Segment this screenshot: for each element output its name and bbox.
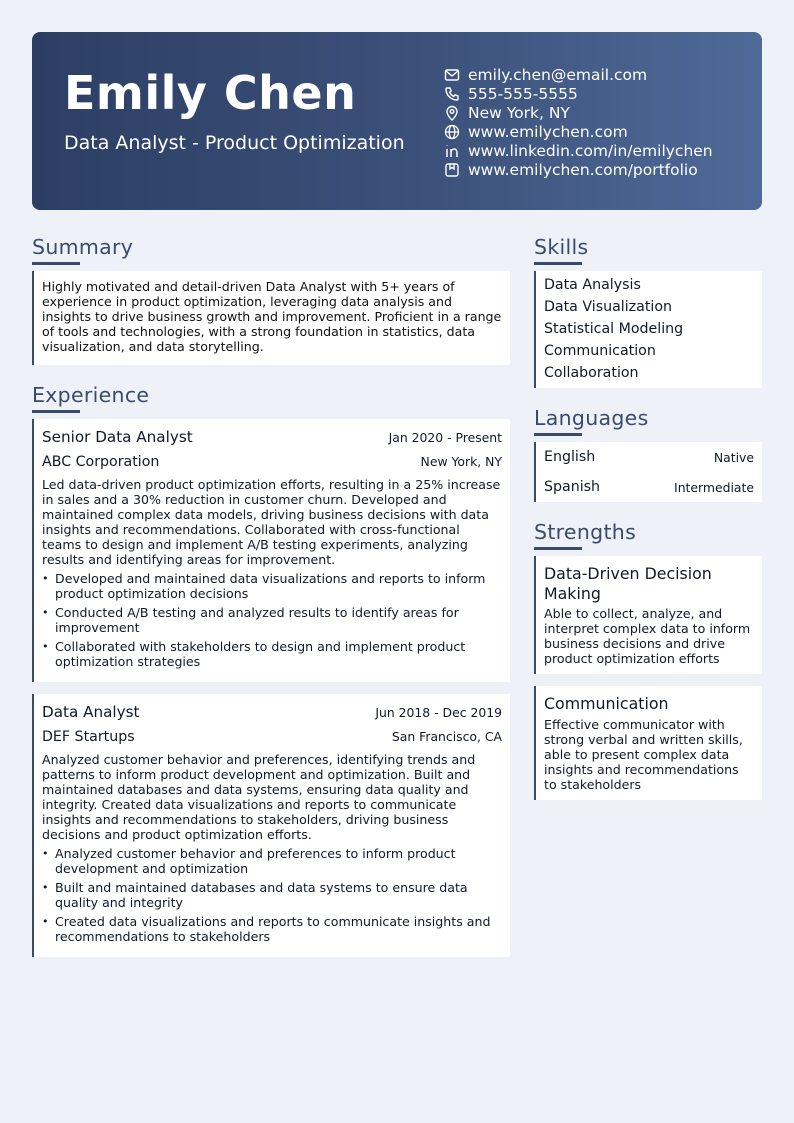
skill-item: Statistical Modeling — [544, 321, 684, 337]
job-bullets — [42, 846, 502, 944]
languages-card — [534, 442, 762, 502]
summary-text: Highly motivated and detail-driven Data Analyst with 5+ years of experience in product optimization, leveraging data analysis and insights to drive business growth and improvement. Proficient in a range of tools and technologies, with a strong foundation in statistics, data visualization, and data storytelling. — [42, 279, 502, 354]
skills-heading: Skills — [534, 235, 589, 259]
contact-portfolio-text[interactable]: www.emilychen.com/portfolio — [468, 160, 698, 179]
strengths-section — [534, 519, 762, 800]
contact-phone-text[interactable]: 555-555-5555 — [468, 84, 578, 103]
resume-header — [32, 32, 762, 210]
job-entry — [32, 694, 510, 957]
job-header — [42, 428, 502, 446]
job-date: Jun 2018 - Dec 2019 — [375, 705, 502, 720]
contact-location — [444, 103, 713, 122]
contact-linkedin[interactable] — [444, 141, 713, 160]
job-location: New York, NY — [420, 454, 502, 469]
list-item: • Developed and maintained data visualizations and reports to inform product optimization decisions — [55, 571, 502, 601]
skill-item: Data Analysis — [544, 277, 641, 293]
list-item: • Conducted A/B testing and analyzed results to identify areas for improvement — [55, 605, 502, 635]
job-company: DEF Startups — [42, 729, 135, 745]
strength-card — [534, 686, 762, 800]
job-subheader — [42, 454, 502, 470]
strength-title: Data-Driven Decision Making — [544, 564, 712, 603]
language-row — [544, 472, 754, 502]
language-row — [544, 442, 754, 472]
experience-section — [32, 382, 510, 957]
list-item: • Built and maintained databases and data systems to ensure data quality and integrity — [55, 880, 502, 910]
job-location: San Francisco, CA — [391, 729, 502, 744]
job-title: Data Analyst — [42, 703, 140, 721]
globe-icon — [444, 124, 460, 140]
contact-website-text[interactable]: www.emilychen.com — [468, 122, 628, 141]
list-item: • Analyzed customer behavior and preferences to inform product development and optimization — [55, 846, 502, 876]
language-name: English — [544, 449, 596, 465]
section-divider — [534, 433, 582, 436]
skills-card — [534, 271, 762, 388]
location-icon — [444, 105, 460, 121]
skill-item: Communication — [544, 343, 656, 359]
candidate-title: Data Analyst - Product Optimization — [64, 132, 405, 154]
job-bullets — [42, 571, 502, 669]
contact-phone[interactable] — [444, 84, 713, 103]
portfolio-icon — [444, 162, 460, 178]
section-divider — [32, 262, 80, 265]
side-column — [534, 234, 762, 800]
contact-list — [444, 65, 713, 179]
contact-website[interactable] — [444, 122, 713, 141]
strength-description: Effective communicator with strong verbal and written skills, able to present complex data insights and recommendations to stakeholders — [544, 716, 743, 792]
section-divider — [32, 410, 80, 413]
strength-description: Able to collect, analyze, and interpret complex data to inform business decisions and drive product optimization efforts — [544, 606, 751, 666]
job-title: Senior Data Analyst — [42, 428, 193, 446]
skills-section — [534, 234, 762, 388]
languages-heading: Languages — [534, 406, 649, 430]
job-entry — [32, 419, 510, 682]
languages-section — [534, 405, 762, 502]
main-column — [32, 234, 510, 957]
contact-email[interactable] — [444, 65, 713, 84]
linkedin-icon — [444, 143, 460, 159]
contact-location-text: New York, NY — [468, 103, 570, 122]
candidate-name: Emily Chen — [64, 66, 357, 120]
skill-item: Collaboration — [544, 365, 639, 381]
contact-linkedin-text[interactable]: www.linkedin.com/in/emilychen — [468, 141, 713, 160]
job-subheader — [42, 729, 502, 745]
language-level: Intermediate — [674, 479, 754, 495]
strength-card — [534, 556, 762, 674]
summary-card — [32, 271, 510, 365]
language-name: Spanish — [544, 479, 601, 495]
section-divider — [534, 262, 582, 265]
job-description: Analyzed customer behavior and preferences, identifying trends and patterns to inform product development and optimization. Built and maintained databases and data systems, ensuring data quality and integrity. Created data visualizations and reports to communicate insights and recommendations to stakeholders, driving business decisions and product optimization efforts. — [42, 752, 476, 842]
strengths-heading: Strengths — [534, 520, 637, 544]
section-divider — [534, 547, 582, 550]
phone-icon — [444, 86, 460, 102]
language-level: Native — [713, 449, 754, 465]
summary-heading: Summary — [32, 235, 134, 259]
list-item: • Collaborated with stakeholders to design and implement product optimization strategies — [55, 639, 502, 669]
experience-heading: Experience — [32, 383, 150, 407]
contact-portfolio[interactable] — [444, 160, 713, 179]
strength-title: Communication — [544, 694, 669, 713]
mail-icon — [444, 67, 460, 83]
job-header — [42, 703, 502, 721]
contact-email-text[interactable]: emily.chen@email.com — [468, 65, 648, 84]
summary-section — [32, 234, 510, 365]
job-company: ABC Corporation — [42, 454, 160, 470]
list-item: • Created data visualizations and reports to communicate insights and recommendations to stakeholders — [55, 914, 502, 944]
job-description: Led data-driven product optimization efforts, resulting in a 25% increase in sales and a 30% reduction in customer churn. Developed and maintained complex data models, driving business decisions with data insights and recommendations. Collaborated with cross-functional teams to design and implement A/B testing experiments, analyzing results and identifying areas for improvement. — [42, 477, 501, 567]
job-date: Jan 2020 - Present — [388, 430, 502, 445]
skill-item: Data Visualization — [544, 299, 672, 315]
